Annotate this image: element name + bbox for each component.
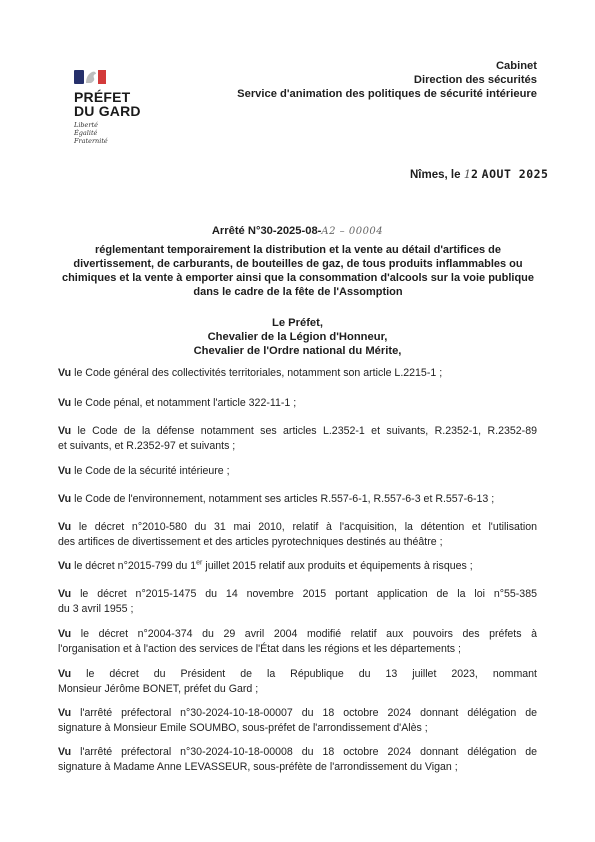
vu-text: signature à Monsieur Emile SOUMBO, sous-préfet de l'arrondissement d'Alès ; (58, 721, 428, 734)
vu-paragraph (58, 396, 537, 411)
vu-text: du 3 avril 1955 ; (58, 602, 134, 615)
subject-line: chimiques et la vente à emporter ainsi que la consommation d'alcools sur la voie publique (61, 272, 535, 284)
vu-text: le Code pénal, et notamment l'article 322-11-1 ; (74, 397, 297, 409)
vu-paragraph (58, 520, 537, 549)
republic-motto (74, 121, 164, 145)
vu-paragraph (58, 492, 537, 507)
vu-text: le décret n°2015-799 du 1 (74, 560, 197, 572)
signatory-merit: Chevalier de l'Ordre national du Mérite, (193, 345, 402, 357)
vu-text: le décret du Président de la République du 13 juillet 2023, nommant (86, 668, 537, 680)
vu-text: le décret n°2004-374 du 29 avril 2004 modifié relatif aux pouvoirs des préfets à (80, 628, 537, 640)
motto-egalite: Égalité (74, 129, 98, 137)
vu-paragraph (58, 667, 537, 696)
dateline (410, 167, 548, 181)
date-day-stamped: 2 (471, 167, 479, 181)
vu-text: Monsieur Jérôme BONET, préfet du Gard ; (58, 682, 259, 695)
vu-text: l'arrêté préfectoral n°30-2024-10-18-00007 du 18 octobre 2024 donnant délégation de (80, 707, 537, 719)
vu-text: le Code de l'environnement, notamment ses articles R.557-6-1, R.557-6-3 et R.557-6-13 ; (74, 493, 495, 505)
signatory-block (0, 316, 595, 358)
vu-keyword: Vu (58, 425, 72, 437)
marianne-flag-icon (74, 70, 164, 86)
header-cabinet: Cabinet (495, 60, 537, 72)
vu-keyword: Vu (58, 397, 72, 409)
vu-keyword: Vu (58, 707, 72, 719)
vu-paragraph (58, 706, 537, 735)
vu-text: le décret n°2010-580 du 31 mai 2010, relatif à l'acquisition, la détention et l'utilisation (78, 521, 537, 533)
vu-keyword: Vu (58, 465, 72, 477)
vu-text: l'organisation et à l'action des services de l'État dans les régions et les départements ; (58, 642, 461, 655)
prefecture-logo (74, 70, 164, 145)
vu-keyword: Vu (58, 628, 72, 640)
vu-keyword: Vu (58, 521, 72, 533)
vu-keyword: Vu (58, 560, 72, 572)
subject-line: divertissement, de carburants, de bouteilles de gaz, de tous produits inflammables ou (73, 258, 523, 270)
vu-text-superscript: er (196, 559, 203, 567)
vu-paragraph (58, 745, 537, 774)
vu-text: le Code de la défense notamment ses articles L.2352-1 et suivants, R.2352-1, R.2352-89 (77, 425, 537, 437)
header-direction: Direction des sécurités (413, 74, 537, 86)
vu-text: des artifices de divertissement et des articles pyrotechniques destinés au théâtre ; (58, 535, 443, 548)
subject-line: dans le cadre de la fête de l'Assomption (193, 286, 403, 298)
arrete-handwritten-number: A2 – 00004 (321, 226, 384, 237)
vu-paragraph (58, 627, 537, 656)
vu-text: signature à Madame Anne LEVASSEUR, sous-préfète de l'arrondissement du Vigan ; (58, 760, 458, 773)
vu-paragraph (58, 587, 537, 616)
logo-line-prefet: PRÉFET (74, 89, 131, 105)
vu-text: et suivants, et R.2352-97 et suivants ; (58, 439, 236, 452)
service-header (237, 59, 537, 101)
date-place: Nîmes, le (410, 169, 461, 181)
vu-paragraph (58, 464, 537, 479)
subject-line: réglementant temporairement la distribution et la vente au détail d'artifices de (94, 244, 502, 256)
motto-liberte: Liberté (74, 121, 98, 129)
vu-text: le Code de la sécurité intérieure ; (74, 465, 230, 477)
vu-text: le décret n°2015-1475 du 14 novembre 2015 portant application de la loi n°55-385 (80, 588, 537, 600)
vu-paragraph (58, 366, 537, 381)
arrete-number: Arrêté N°30-2025-08- (211, 225, 322, 237)
date-month-year: AOUT 2025 (481, 167, 549, 181)
arrete-subject (58, 243, 538, 299)
vu-keyword: Vu (58, 588, 72, 600)
signatory-title: Le Préfet, (272, 317, 323, 329)
vu-keyword: Vu (58, 493, 72, 505)
vu-text: juillet 2015 relatif aux produits et équipements à risques ; (202, 560, 473, 572)
date-day-handwritten: 1 (463, 167, 472, 181)
vu-text: le Code général des collectivités territoriales, notamment son article L.2215-1 ; (74, 367, 443, 379)
vu-paragraph (58, 424, 537, 453)
vu-keyword: Vu (58, 746, 72, 758)
signatory-honor: Chevalier de la Légion d'Honneur, (207, 331, 388, 343)
arrete-title (0, 225, 595, 237)
header-service: Service d'animation des politiques de sécurité intérieure (237, 88, 537, 100)
logo-line-gard: DU GARD (74, 103, 141, 119)
vu-keyword: Vu (58, 668, 72, 680)
vu-text: l'arrêté préfectoral n°30-2024-10-18-00008 du 18 octobre 2024 donnant délégation de (80, 746, 537, 758)
vu-paragraph (58, 559, 537, 574)
motto-fraternite: Fraternité (74, 137, 108, 145)
vu-keyword: Vu (58, 367, 72, 379)
